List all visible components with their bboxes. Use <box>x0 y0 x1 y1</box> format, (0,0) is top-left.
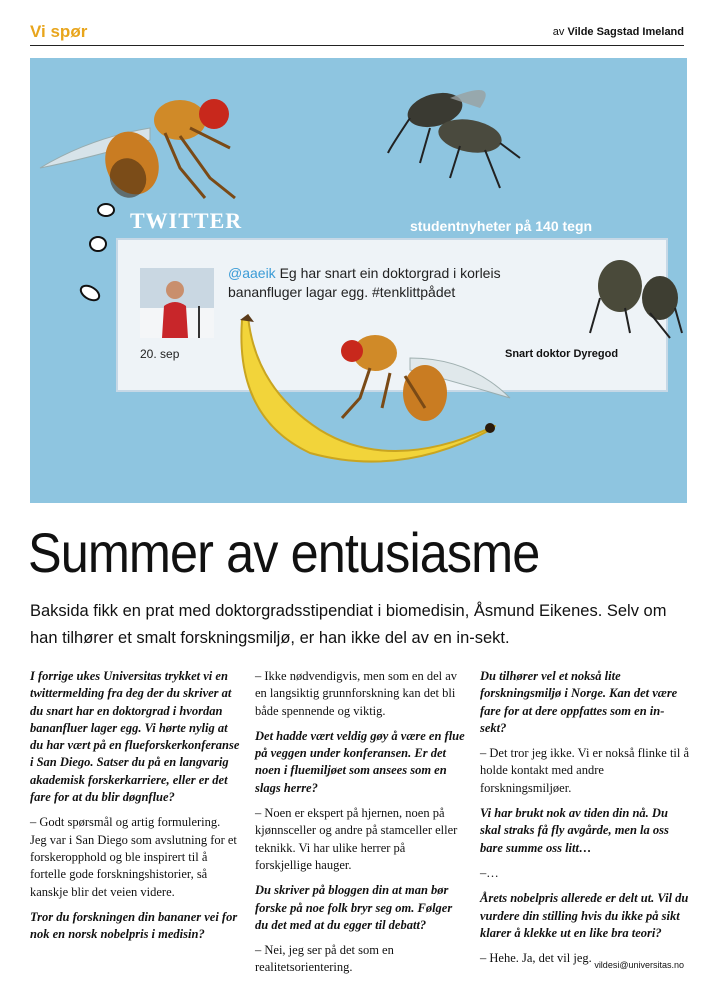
answer-paragraph: – Nei, jeg ser på det som en realitetsorientering. <box>255 943 394 975</box>
tweet-signature: Snart doktor Dyregod <box>505 348 619 360</box>
fruit-fly-icon <box>341 335 510 421</box>
question-paragraph: Årets nobelpris allerede er delt ut. Vil du vurdere din stilling hvis du ikke på sikt klarer å klekke ut en like bra teori? <box>480 891 689 940</box>
byline <box>553 26 684 38</box>
answer-paragraph: – Ikke nødvendigvis, men som en del av en langsiktig grunnforskning kan det bli både spennende og viktig. <box>255 669 458 718</box>
answer-paragraph: – Noen er ekspert på hjernen, noen på kjønnsceller og andre på stamceller eller teknikk. Vi har ulike herrer på forskjellige hauger. <box>255 806 458 872</box>
hero-illustration <box>30 58 687 503</box>
section-label: Vi spør <box>30 22 88 41</box>
tweet-date: 20. sep <box>140 347 180 361</box>
tweet-handle[interactable]: @aaeik <box>228 265 276 281</box>
headline: Summer av entusiasme <box>28 521 540 584</box>
column-3 <box>480 668 690 975</box>
house-fly-icon <box>590 260 682 338</box>
question-paragraph: I forrige ukes Universitas trykket vi en twittermelding fra deg der du skriver at du snart har en doktorgrad i hvordan bananfluer lager egg. Vi hørte nylig at du har vært på en flueforskerkonferanse i San Diego. Satser du på en langvarig akademisk forskerkarriere, eller er det fare for at du blir døgnflue? <box>30 669 240 805</box>
house-fly-icon <box>388 87 520 188</box>
byline-author: Vilde Sagstad Imeland <box>567 26 684 38</box>
header-rule <box>30 45 684 46</box>
column-2 <box>255 668 465 985</box>
question-paragraph: Vi har brukt nok av tiden din nå. Du skal straks få fly avgårde, men la oss bare summe oss litt… <box>480 806 669 855</box>
lead-paragraph: Baksida fikk en prat med doktorgradsstipendiat i biomedisin, Åsmund Eikenes. Selv om han tilhører et smalt forskningsmiljø, er han ikke del av en in-sekt. <box>30 602 667 647</box>
hero-art <box>30 58 687 503</box>
answer-paragraph: – Godt spørsmål og artig formulering. Jeg var i San Diego som avslutning for et forskeropphold og ble inspirert til å fortelle gode forskningshistorier, så kanskje blir det veien videre. <box>30 815 237 899</box>
question-paragraph: Du tilhører vel et nokså lite forskningsmiljø i Norge. Kan det være fare for at dere oppfattes som en in-sekt? <box>480 669 678 735</box>
thought-bubble-icon <box>90 237 106 251</box>
twitter-title: TWITTER <box>130 208 243 233</box>
answer-paragraph: – Hehe. Ja, det vil jeg. <box>480 951 592 966</box>
thought-bubble-icon <box>78 283 101 303</box>
question-paragraph: Du skriver på bloggen din at man bør forske på noe folk bryr seg om. Følger du det med at du egger til debatt? <box>255 883 453 932</box>
twitter-subtitle: studentnyheter på 140 tegn <box>410 218 593 234</box>
answer-paragraph: – Det tror jeg ikke. Vi er nokså flinke til å holde kontakt med andre forskningsmiljøer. <box>480 746 690 795</box>
column-1 <box>30 668 240 951</box>
fruit-fly-icon <box>40 99 235 203</box>
answer-paragraph: –… <box>480 865 499 880</box>
question-paragraph: Det hadde vært veldig gøy å være en flue på veggen under konferansen. Er det noen i fluemiljøet som ansees som en slags herre? <box>255 728 465 795</box>
thought-bubble-icon <box>98 204 114 216</box>
byline-prefix: av <box>552 26 565 38</box>
author-email[interactable]: vildesi@universitas.no <box>594 960 684 970</box>
tweet-body: Eg har snart ein doktorgrad i korleis bananfluger lagar egg. #tenklittpådet <box>228 265 501 300</box>
question-paragraph: Tror du forskningen din bananer vei for nok en norsk nobelpris i medisin? <box>30 909 238 942</box>
